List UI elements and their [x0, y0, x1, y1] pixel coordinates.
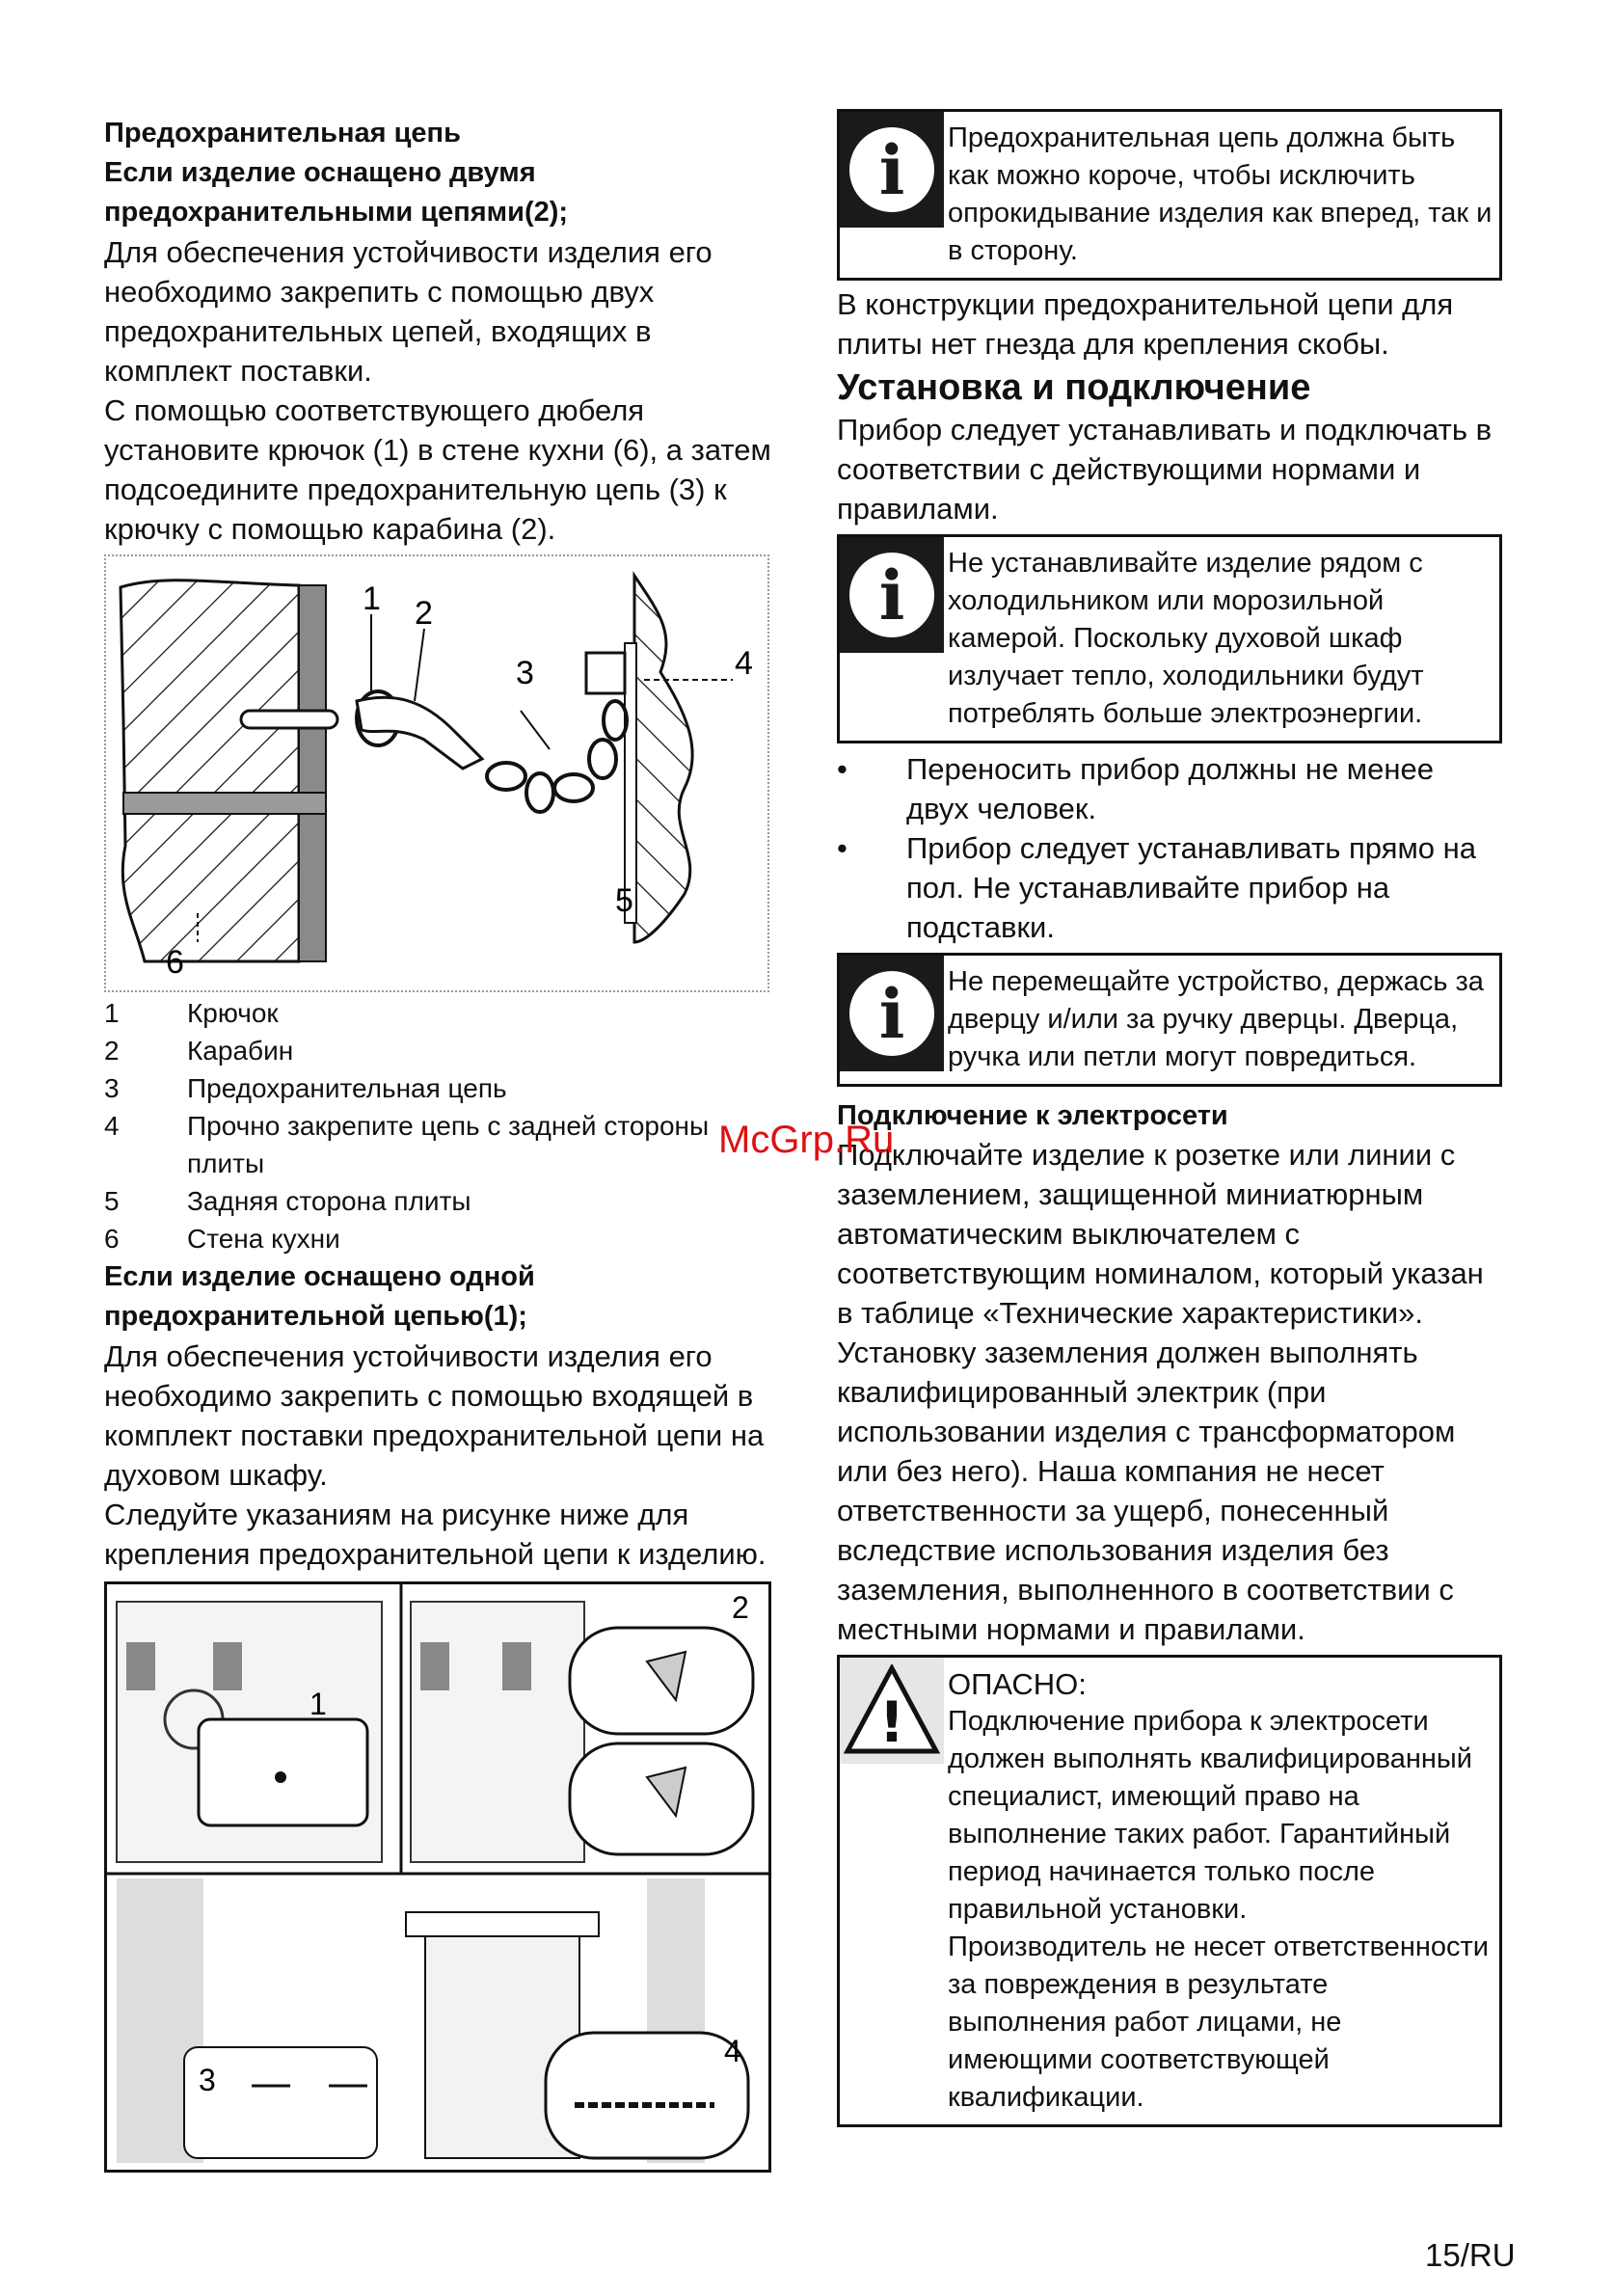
bullet-list: [837, 749, 1502, 947]
watermark: McGrp.Ru: [718, 1119, 895, 1161]
fig2-label-4: 4: [724, 2034, 741, 2068]
danger-text-2: Производитель не несет ответственности за повреждения в результате выполнения работ лицами, не имеющими соответствующей квалификации.: [948, 1931, 1489, 2113]
fig2-label-3: 3: [199, 2063, 216, 2097]
section-title-installation: Установка и подключение: [837, 367, 1311, 408]
danger-title: ОПАСНО:: [948, 1667, 1087, 1701]
section-heading-safety-chain: Предохранительная цепь: [104, 118, 461, 149]
fig2-label-2: 2: [732, 1590, 749, 1625]
installation-steps-illustration: [107, 1584, 768, 2170]
paragraph-no-bracket-slot: В конструкции предохранительной цепи для плиты нет гнезда для крепления скобы.: [837, 287, 1454, 361]
legend-item: 6 Стена кухни: [104, 1224, 340, 1254]
left-column: [104, 114, 779, 2173]
svg-text:!: !: [878, 1689, 905, 1755]
info-note-fridge: [837, 534, 1502, 743]
warning-triangle-icon: [840, 1658, 944, 1764]
info-icon: i: [840, 956, 944, 1071]
paragraph-two-chains: Для обеспечения устойчивости изделия его необходимо закрепить с помощью двух предохранительных цепей, входящих в комплект поставки.: [104, 235, 713, 388]
fig1-label-1: 1: [363, 581, 381, 617]
paragraph-hook-install: С помощью соответствующего дюбеля установите крючок (1) в стене кухни (6), а затем подсоедините предохранительную цепь (3) к крючку с помощью карабина (2).: [104, 393, 771, 546]
heading-two-chains: Если изделие оснащено двумя предохранительными цепями(2);: [104, 157, 569, 228]
info-note-text: Не перемещайте устройство, держась за дверцу и/или за ручку дверцы. Дверца, ручка или петли могут повредиться.: [948, 966, 1484, 1072]
fig1-label-2: 2: [415, 595, 433, 632]
fig1-label-5: 5: [615, 882, 633, 919]
legend-item: 4 Прочно закрепите цепь с задней стороны плиты: [104, 1111, 710, 1178]
figure-chain-diagram: [104, 554, 769, 992]
info-icon: i: [840, 537, 944, 653]
figure-legend: [104, 994, 779, 1257]
info-note-text: Не устанавливайте изделие рядом с холодильником или морозильной камерой. Поскольку духовой шкаф излучает тепло, холодильники будут потреблять больше электроэнергии.: [948, 548, 1424, 729]
fig1-label-3: 3: [516, 655, 534, 691]
danger-note: [837, 1655, 1502, 2127]
heading-one-chain: Если изделие оснащено одной предохранительной цепью(1);: [104, 1261, 535, 1332]
info-icon: i: [840, 112, 944, 228]
danger-text-1: Подключение прибора к электросети должен выполнять квалифицированный специалист, имеющий право на выполнение таких работ. Гарантийный период начинается только после правильной установки.: [948, 1706, 1472, 1925]
page-number: 15/RU: [1425, 2237, 1516, 2273]
subheading-electrical-connection: Подключение к электросети: [837, 1100, 1228, 1131]
list-item: • Переносить прибор должны не менее двух человек.: [837, 752, 1434, 825]
right-column: [837, 109, 1502, 2127]
paragraph-install-rules: Прибор следует устанавливать и подключать в соответствии с действующими нормами и правилами.: [837, 413, 1493, 526]
legend-item: 1 Крючок: [104, 998, 279, 1028]
figure-installation-steps: [104, 1581, 771, 2173]
legend-item: 5 Задняя сторона плиты: [104, 1186, 471, 1216]
info-note-chain-length: [837, 109, 1502, 281]
paragraph-one-chain: Для обеспечения устойчивости изделия его необходимо закрепить с помощью входящей в комплект поставки предохранительной цепи на духовом шкафу.: [104, 1339, 765, 1492]
chain-diagram-illustration: [106, 556, 767, 990]
paragraph-follow-figure: Следуйте указаниям на рисунке ниже для крепления предохранительной цепи к изделию.: [104, 1498, 767, 1571]
paragraph-electrical-connection: Подключайте изделие к розетке или линии с заземлением, защищенной миниатюрным автоматическим выключателем с соответствующим номиналом, который указан в таблице «Технические характеристики». Установку заземления должен выполнять квалифицированный электрик (при использовании изделия с трансформатором или без него). Наша компания не несет ответственности за ущерб, понесенный вследствие использования изделия без заземления, выполненного в соответствии с местными нормами и правилами.: [837, 1138, 1484, 1646]
fig1-label-6: 6: [166, 944, 184, 981]
fig1-label-4: 4: [735, 645, 753, 682]
legend-item: 3 Предохранительная цепь: [104, 1073, 507, 1103]
list-item: • Прибор следует устанавливать прямо на пол. Не устанавливайте прибор на подставки.: [837, 831, 1476, 944]
info-note-door: [837, 953, 1502, 1087]
legend-item: 2 Карабин: [104, 1036, 294, 1066]
fig2-label-1: 1: [309, 1687, 327, 1721]
info-note-text: Предохранительная цепь должна быть как можно короче, чтобы исключить опрокидывание изделия как вперед, так и в сторону.: [948, 122, 1493, 266]
